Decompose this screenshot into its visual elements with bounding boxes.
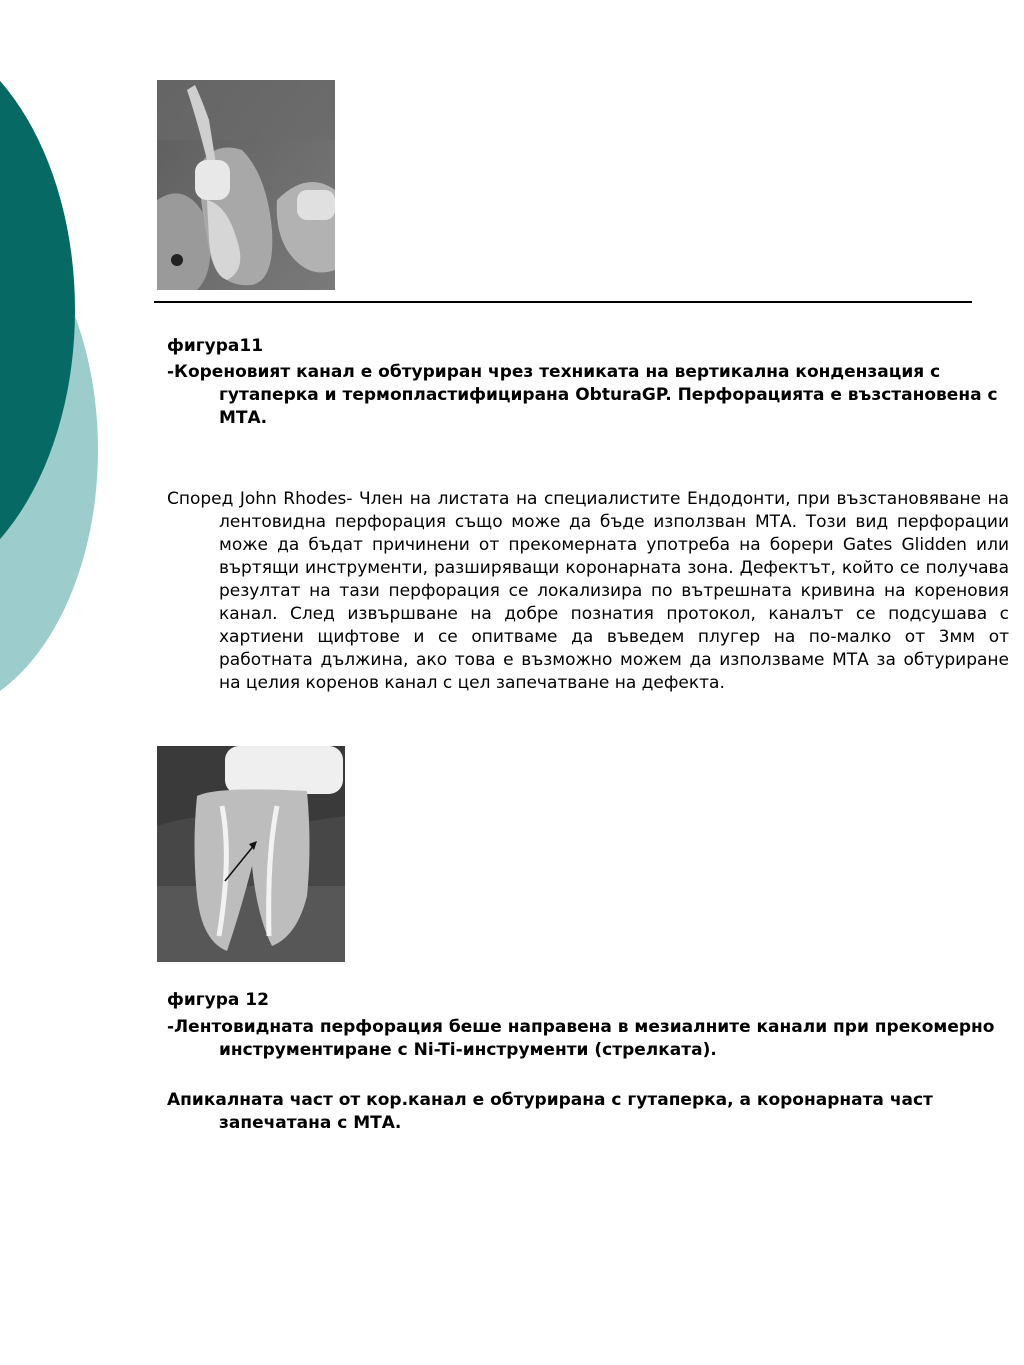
body-paragraph: Според John Rhodes- Член на листата на специалистите Ендодонти, при възстановяване на лентовидна перфорация също може да бъде използван МТА. Този вид перфорации може да бъдат причинени от прекомерната употреба на борери Gates Glidden или въртящи инструменти, разширяващи коронарната зона. Дефектът, който се получава резултат на тази перфорация се локализира по вътрешната кривина на кореновия канал. След извършване на добре познатия протокол, каналът се подсушава с хартиени щифтове и се опитваме да въведем плугер на по-малко от 3мм от работната дължина, ако това е възможно можем да използваме МТА за обтуриране на целия коренов канал с цел запечатване на дефекта. xyxy=(167,489,1009,693)
figure11-xray-image xyxy=(157,80,335,290)
figure12-caption-continued: Апикалната част от кор.канал е обтурирана с гутаперка, а коронарната част запечатана с МТА. xyxy=(167,1090,933,1133)
figure12-xray-image xyxy=(157,746,345,962)
figure12-label: фигура 12 xyxy=(167,990,269,1010)
figure11-caption: -Кореновият канал е обтуриран чрез техниката на вертикална кондензация с гутаперка и термопластифицирана ObturaGP. Перфорацията е възстановена с МТА. xyxy=(167,362,998,428)
decorative-teal-shapes xyxy=(0,0,110,720)
figure11-label: фигура11 xyxy=(167,336,264,356)
figure12-caption: -Лентовидната перфорация беше направена в мезиалните канали при прекомерно инструментиране с Ni-Ti-инструменти (стрелката). xyxy=(167,1017,995,1060)
horizontal-rule xyxy=(154,301,972,303)
